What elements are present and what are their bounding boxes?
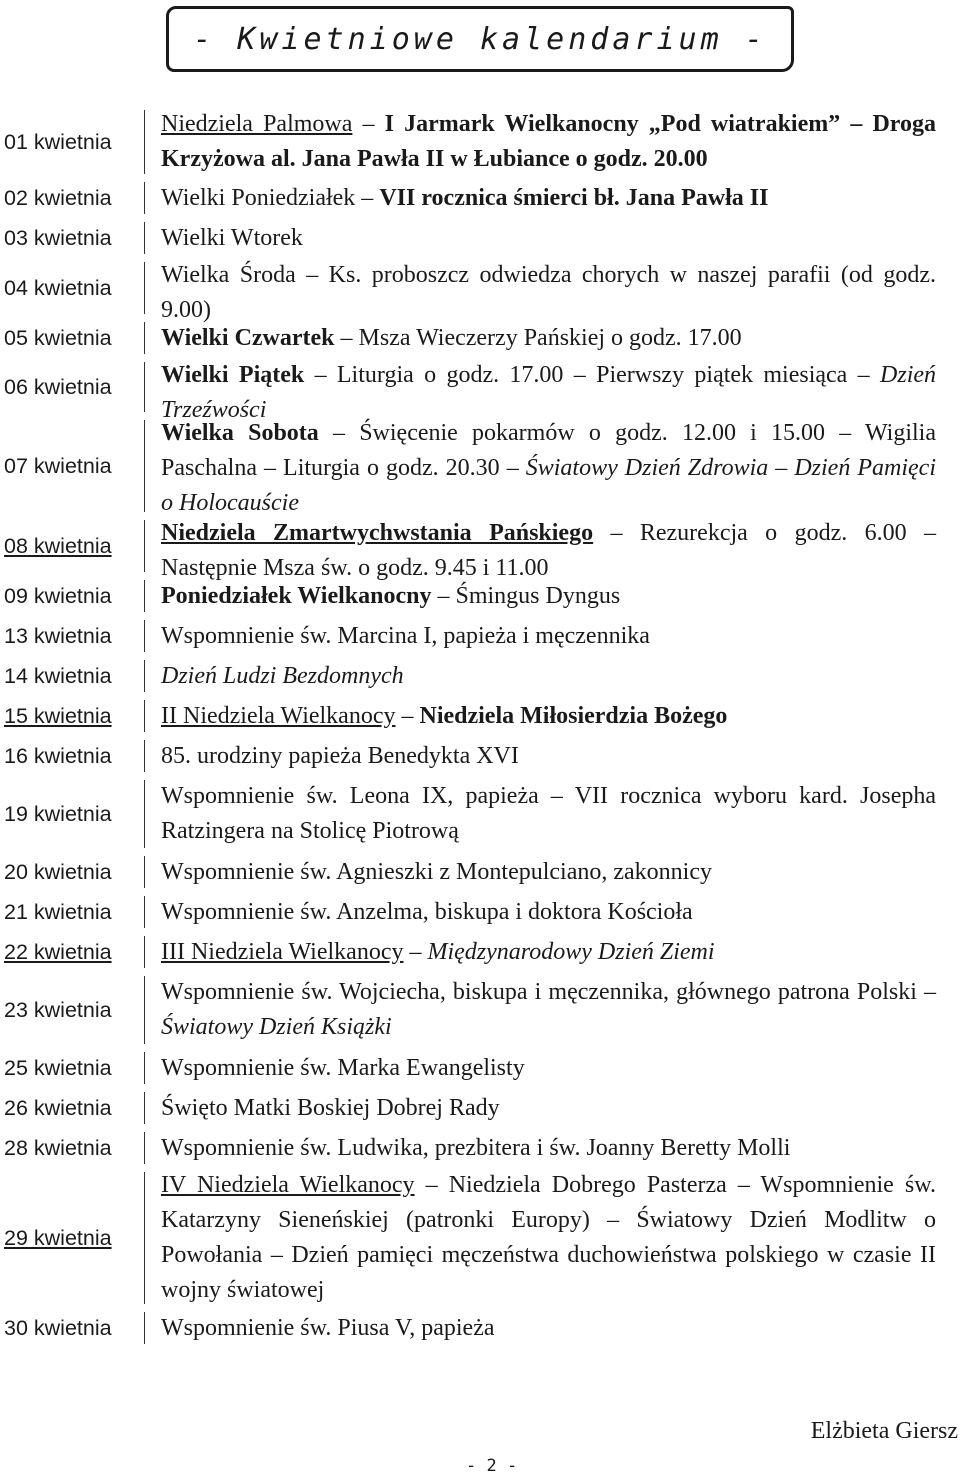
entry-text-part: – Święcenie pokarmów o godz. 12.00 i 15.00 – Wigilia Paschalna – Liturgia o godz. 20.30 – — [161, 420, 936, 481]
entry-separator — [144, 1092, 145, 1124]
entry-text-part: II Niedziela Wielkanocy — [161, 702, 396, 729]
entry-date: 19 kwietnia — [4, 801, 112, 826]
entry-text-part: Święto Matki Boskiej Dobrej Rady — [161, 1094, 500, 1121]
calendar-entry — [0, 318, 960, 358]
entry-date: 07 kwietnia — [4, 453, 112, 478]
entry-date: 09 kwietnia — [4, 583, 112, 608]
calendar-entry — [0, 1088, 960, 1128]
entry-separator — [144, 896, 145, 928]
entry-text-part: – Rezurekcja o godz. 6.00 – Następnie Msza św. o godz. 9.45 i 11.00 — [161, 520, 936, 581]
entry-separator — [144, 520, 145, 572]
entry-text-part: Wspomnienie św. Marcina I, papieża i męczennika — [161, 622, 650, 649]
entry-date: 01 kwietnia — [4, 129, 112, 154]
entry-text-part: Wspomnienie św. Leona IX, papieża – VII rocznica wyboru kard. Josepha Ratzingera na Stolicę Piotrową — [161, 783, 936, 844]
page-title: - Kwietniowe kalendarium - — [193, 21, 767, 57]
entry-separator — [144, 620, 145, 652]
entry-separator — [144, 182, 145, 214]
entry-text-part: Niedziela Palmowa — [161, 111, 353, 137]
entry-date: 22 kwietnia — [4, 939, 112, 964]
entry-description — [161, 579, 936, 614]
entry-separator — [144, 936, 145, 968]
entry-separator — [144, 1172, 145, 1304]
calendar-entry — [0, 776, 960, 852]
entry-text-part: – — [352, 111, 385, 137]
calendar-list — [0, 106, 960, 1348]
entry-text-part: Wspomnienie św. Marka Ewangelisty — [161, 1054, 525, 1081]
entry-text-part: Poniedziałek Wielkanocny — [161, 582, 432, 609]
entry-text-part: I Jarmark Wielkanocny „Pod wiatrakiem” – Droga Krzyżowa al. Jana Pawła II w Łubiance o godz. 20.00 — [161, 111, 937, 172]
entry-date: 28 kwietnia — [4, 1135, 112, 1160]
entry-description — [161, 1311, 936, 1346]
entry-date: 04 kwietnia — [4, 275, 112, 300]
page-number: - 2 - — [466, 1456, 518, 1476]
entry-text-part: Wspomnienie św. Anzelma, biskupa i doktora Kościoła — [161, 898, 693, 925]
entry-date: 25 kwietnia — [4, 1055, 112, 1080]
entry-date: 08 kwietnia — [4, 533, 112, 558]
calendar-entry — [0, 258, 960, 323]
entry-text-part: Wspomnienie św. Ludwika, prezbitera i św. Joanny Beretty Molli — [161, 1134, 791, 1161]
entry-separator — [144, 580, 145, 612]
entry-text-part: Dzień Trzeźwości — [161, 362, 937, 423]
entry-text-part: IV Niedziela Wielkanocy — [161, 1172, 415, 1198]
entry-separator — [144, 740, 145, 772]
entry-description — [161, 321, 936, 356]
entry-text-part: Wielki Poniedziałek – — [161, 184, 380, 211]
entry-date: 23 kwietnia — [4, 997, 112, 1022]
entry-separator — [144, 110, 145, 174]
calendar-entry — [0, 1048, 960, 1088]
entry-description — [161, 1091, 936, 1126]
entry-separator — [144, 856, 145, 888]
entry-date: 20 kwietnia — [4, 859, 112, 884]
entry-description — [161, 221, 936, 256]
entry-description — [161, 659, 936, 694]
entry-separator — [144, 1312, 145, 1344]
entry-text-part: Wielka Sobota — [161, 420, 319, 446]
entry-description — [161, 107, 936, 177]
entry-text-part: – Msza Wieczerzy Pańskiej o godz. 17.00 — [334, 324, 742, 351]
entry-description — [161, 181, 936, 216]
entry-description — [161, 619, 936, 654]
entry-text-part: – Śmingus Dyngus — [431, 582, 621, 609]
entry-separator — [144, 362, 145, 412]
calendar-entry — [0, 852, 960, 892]
calendar-entry — [0, 892, 960, 932]
entry-date: 21 kwietnia — [4, 899, 112, 924]
entry-date: 14 kwietnia — [4, 663, 112, 688]
entry-description — [161, 416, 936, 521]
calendar-entry — [0, 358, 960, 423]
entry-date: 02 kwietnia — [4, 185, 112, 210]
calendar-entry — [0, 1168, 960, 1308]
entry-text-part: Wielki Czwartek — [161, 324, 335, 351]
title-frame — [166, 6, 794, 72]
entry-description — [161, 855, 936, 890]
calendar-entry — [0, 218, 960, 258]
entry-text-part: Wielka Środa – Ks. proboszcz odwiedza chorych w naszej parafii (od godz. 9.00) — [161, 262, 936, 323]
entry-description — [161, 699, 936, 734]
author-signature: Elżbieta Giersz — [810, 1418, 958, 1444]
calendar-entry — [0, 972, 960, 1048]
entry-text-part: Międzynarodowy Dzień Ziemi — [427, 938, 715, 965]
entry-text-part: Światowy Dzień Zdrowia – Dzień Pamięci o Holocauście — [161, 455, 936, 516]
entry-separator — [144, 262, 145, 314]
entry-text-part: Wielki Wtorek — [161, 224, 303, 251]
entry-date: 03 kwietnia — [4, 225, 112, 250]
entry-text-part: Niedziela Zmartwychwstania Pańskiego — [161, 520, 594, 546]
entry-date: 30 kwietnia — [4, 1315, 112, 1340]
entry-description — [161, 779, 936, 849]
calendar-entry — [0, 656, 960, 696]
entry-date: 13 kwietnia — [4, 623, 112, 648]
entry-separator — [144, 420, 145, 512]
entry-text-part: VII rocznica śmierci bł. Jana Pawła II — [379, 184, 769, 211]
calendar-entry — [0, 106, 960, 178]
entry-separator — [144, 700, 145, 732]
entry-date: 16 kwietnia — [4, 743, 112, 768]
entry-description — [161, 895, 936, 930]
entry-date: 05 kwietnia — [4, 325, 112, 350]
entry-separator — [144, 1052, 145, 1084]
entry-text-part: Wielki Piątek — [161, 362, 305, 388]
calendar-entry — [0, 736, 960, 776]
entry-text-part: 85. urodziny papieża Benedykta XVI — [161, 742, 519, 769]
entry-description — [161, 935, 936, 970]
entry-text-part: Wspomnienie św. Agnieszki z Montepulciano, zakonnicy — [161, 858, 712, 885]
entry-separator — [144, 322, 145, 354]
calendar-entry — [0, 696, 960, 736]
entry-text-part: III Niedziela Wielkanocy — [161, 938, 404, 965]
entry-description — [161, 739, 936, 774]
entry-date: 15 kwietnia — [4, 703, 112, 728]
entry-text-part: Światowy Dzień Książki — [161, 1014, 392, 1040]
entry-description — [161, 1168, 936, 1308]
entry-text-part: Niedziela Miłosierdzia Bożego — [419, 702, 728, 729]
entry-text-part: – Liturgia o godz. 17.00 – Pierwszy piątek miesiąca – — [304, 362, 881, 388]
calendar-entry — [0, 932, 960, 972]
entry-separator — [144, 780, 145, 848]
entry-text-part: – — [403, 938, 428, 965]
entry-text-part: Dzień Ludzi Bezdomnych — [161, 662, 404, 689]
calendar-entry — [0, 1308, 960, 1348]
entry-separator — [144, 1132, 145, 1164]
entry-date: 06 kwietnia — [4, 374, 112, 399]
entry-date: 29 kwietnia — [4, 1225, 112, 1250]
calendar-entry — [0, 416, 960, 516]
calendar-entry — [0, 178, 960, 218]
calendar-entry — [0, 576, 960, 616]
entry-text-part: Wspomnienie św. Wojciecha, biskupa i męczennika, głównego patrona Polski – — [161, 979, 936, 1005]
entry-text-part: – — [395, 702, 420, 729]
entry-separator — [144, 660, 145, 692]
calendar-entry — [0, 516, 960, 581]
calendar-entry — [0, 616, 960, 656]
entry-separator — [144, 976, 145, 1044]
entry-separator — [144, 222, 145, 254]
entry-text-part: Wspomnienie św. Piusa V, papieża — [161, 1314, 495, 1341]
entry-text-part: – Niedziela Dobrego Pasterza – Wspomnienie św. Katarzyny Sieneńskiej (patronki Europy) – Światowy Dzień Modlitw o Powołania – Dzień pamięci męczeństwa duchowieństwa polskiego w czasie II wojny światowej — [161, 1172, 937, 1303]
entry-description — [161, 1131, 936, 1166]
entry-description — [161, 975, 936, 1045]
calendar-entry — [0, 1128, 960, 1168]
entry-date: 26 kwietnia — [4, 1095, 112, 1120]
entry-description — [161, 1051, 936, 1086]
